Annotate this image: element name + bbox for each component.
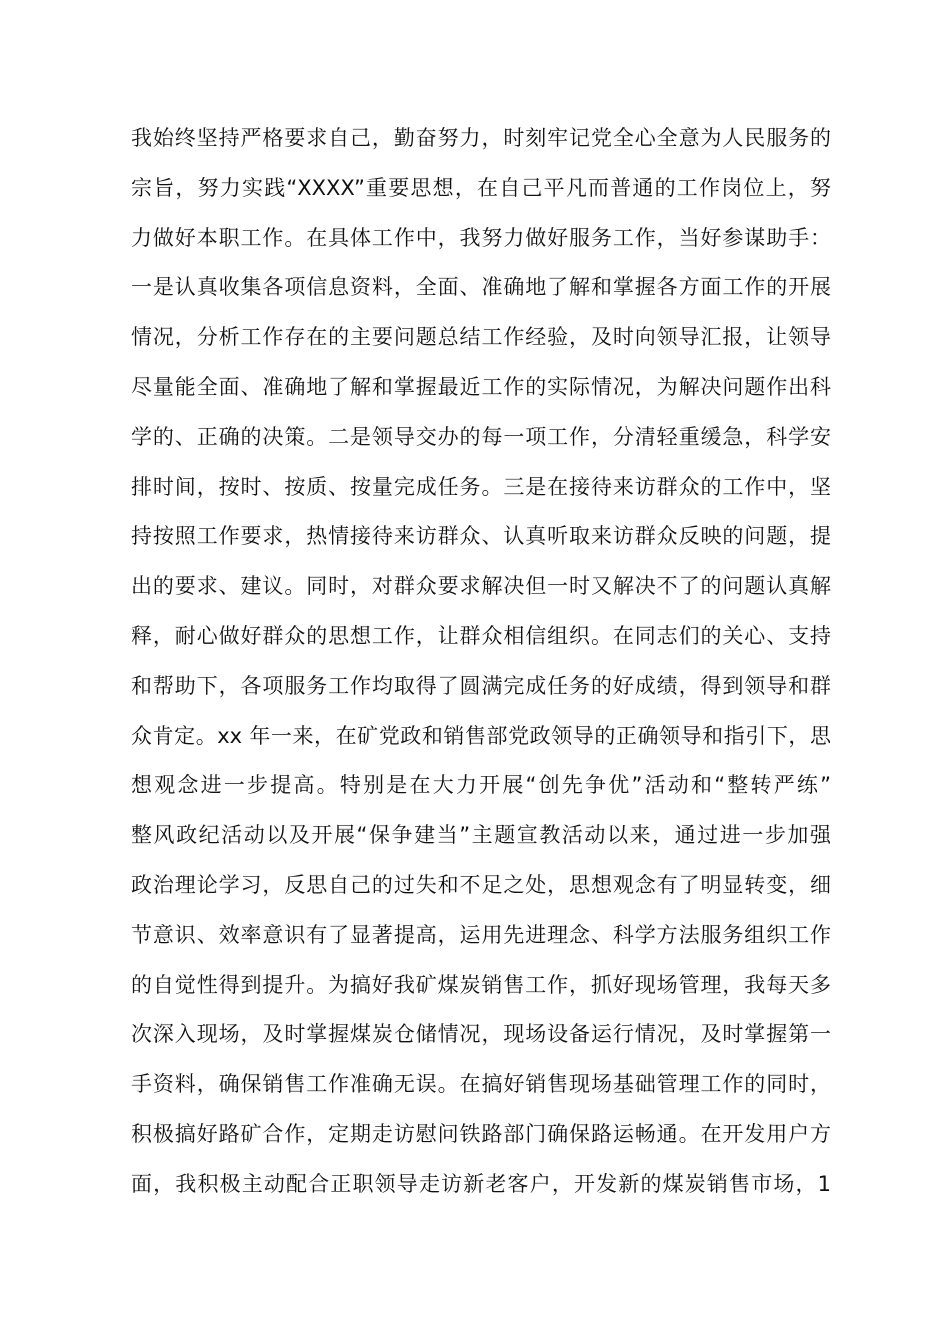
text-line-1: 我始终坚持严格要求自己，勤奋努力，时刻牢记党全心全意为人民服务的: [131, 126, 831, 150]
text-line-6: 尽量能全面、准确地了解和掌握最近工作的实际情况，为解决问题作出科: [131, 374, 831, 399]
text-line-18: 的自觉性得到提升。为搞好我矿煤炭销售工作，抓好现场管理，我每天多: [131, 972, 831, 997]
text-line-3: 力做好本职工作。在具体工作中，我努力做好服务工作，当好参谋助手：: [131, 225, 831, 250]
text-line-2: 宗旨，努力实践“XXXX”重要思想，在自己平凡而普通的工作岗位上，努: [131, 175, 831, 200]
text-line-9: 持按照工作要求，热情接待来访群众、认真听取来访群众反映的问题，提: [131, 524, 831, 549]
text-line-13: 众肯定。xx 年一来，在矿党政和销售部党政领导的正确领导和指引下，思: [131, 723, 831, 748]
text-line-8: 排时间，按时、按质、按量完成任务。三是在接待来访群众的工作中，坚: [131, 474, 831, 499]
text-line-21: 积极搞好路矿合作，定期走访慰问铁路部门确保路运畅通。在开发用户方: [131, 1121, 831, 1146]
text-line-11: 释，耐心做好群众的思想工作，让群众相信组织。在同志们的关心、支持: [131, 623, 831, 648]
text-line-17: 节意识、效率意识有了显著提高，运用先进理念、科学方法服务组织工作: [131, 922, 831, 947]
text-line-12: 和帮助下，各项服务工作均取得了圆满完成任务的好成绩，得到领导和群: [131, 673, 831, 698]
text-line-10: 出的要求、建议。同时，对群众要求解决但一时又解决不了的问题认真解: [131, 574, 831, 599]
text-line-5: 情况，分析工作存在的主要问题总结工作经验，及时向领导汇报，让领导: [131, 325, 831, 350]
text-line-22: 面，我积极主动配合正职领导走访新老客户，开发新的煤炭销售市场，1: [131, 1171, 831, 1196]
text-line-16: 政治理论学习，反思自己的过失和不足之处，思想观念有了明显转变，细: [131, 872, 831, 897]
text-line-19: 次深入现场，及时掌握煤炭仓储情况，现场设备运行情况，及时掌握第一: [131, 1022, 831, 1047]
text-line-20: 手资料，确保销售工作准确无误。在搞好销售现场基础管理工作的同时，: [131, 1072, 831, 1097]
text-line-7: 学的、正确的决策。二是领导交办的每一项工作，分清轻重缓急，科学安: [131, 424, 831, 449]
text-line-14: 想观念进一步提高。特别是在大力开展“创先争优”活动和“整转严练”: [131, 773, 831, 798]
text-line-4: 一是认真收集各项信息资料，全面、准确地了解和掌握各方面工作的开展: [131, 275, 831, 300]
body-paragraph: [131, 116, 831, 1212]
text-line-15: 整风政纪活动以及开展“保争建当”主题宣教活动以来，通过进一步加强: [131, 823, 831, 848]
